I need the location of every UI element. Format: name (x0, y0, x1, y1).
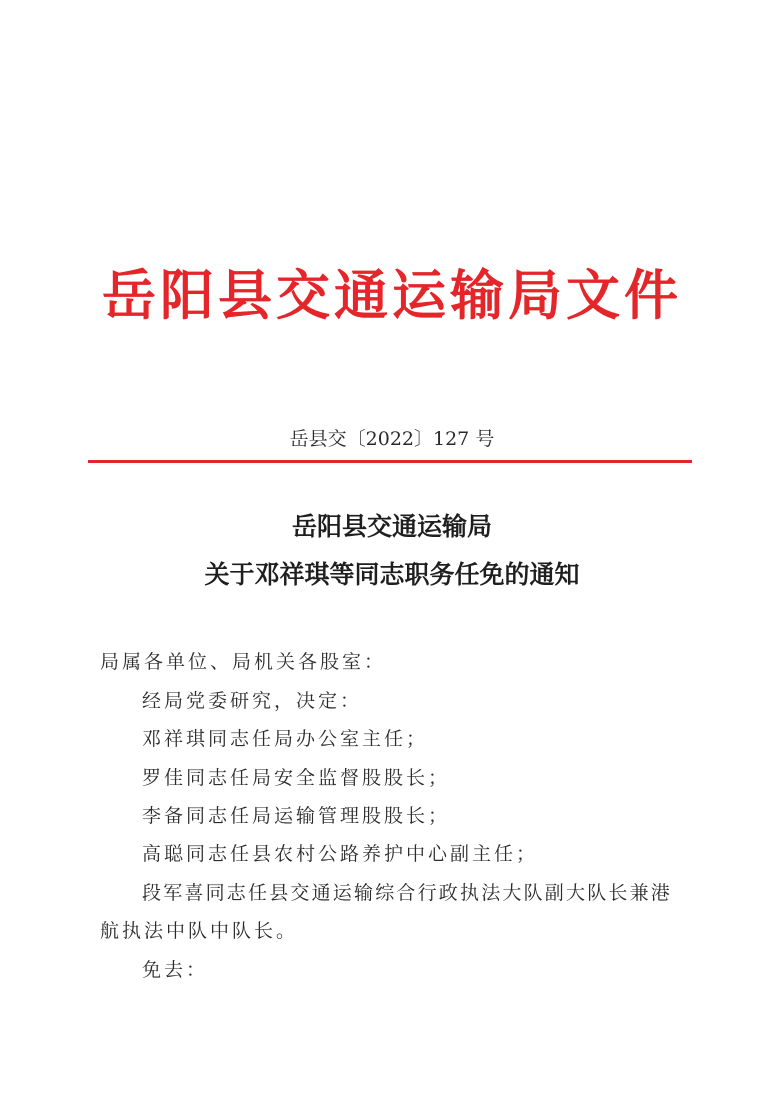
salutation: 局属各单位、局机关各股室： (100, 651, 387, 673)
body-paragraph-continuation: 航执法中队中队长。 (100, 920, 299, 942)
document-number: 岳县交〔2022〕127 号 (289, 428, 495, 450)
body-paragraph: 邓祥琪同志任局办公室主任； (142, 728, 429, 750)
body-paragraph: 李备同志任局运输管理股股长； (142, 805, 451, 827)
issuer-header-title: 岳阳县交通运输局文件 (102, 263, 682, 327)
body-paragraph: 高聪同志任县农村公路养护中心副主任； (142, 843, 539, 865)
body-paragraph: 罗佳同志任局安全监督股股长； (142, 767, 451, 789)
body-paragraph: 免去： (142, 959, 209, 981)
notice-title-line-1: 岳阳县交通运输局 (291, 512, 492, 541)
body-paragraph: 经局党委研究，决定： (142, 690, 363, 712)
body-paragraph: 段军喜同志任县交通运输综合行政执法大队副大队长兼港 (142, 882, 673, 904)
red-divider-line (88, 460, 692, 463)
notice-title-line-2: 关于邓祥琪等同志职务任免的通知 (204, 560, 580, 589)
